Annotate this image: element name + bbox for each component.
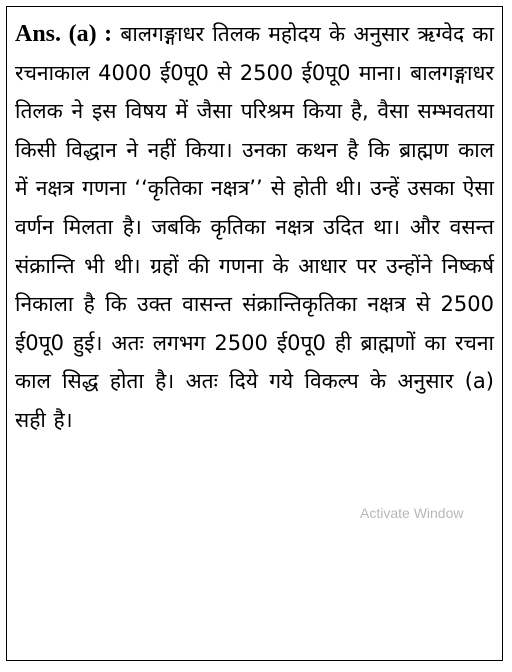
answer-paragraph	[15, 15, 494, 440]
answer-label: Ans. (a) :	[15, 21, 113, 47]
answer-box	[6, 6, 503, 661]
answer-body: बालगङ्गाधर तिलक महोदय के अनुसार ऋग्वेद का रचनाकाल 4000 ई0पू0 से 2500 ई0पू0 माना। बालगङ्गाधर तिलक ने इस विषय में जैसा परिश्रम किया है, वैसा सम्भवतया किसी विद्धान ने नहीं किया। उनका कथन है कि ब्राह्मण काल में नक्षत्र गणना ‘‘कृतिका नक्षत्र’’ से होती थी। उन्हें उसका ऐसा वर्णन मिलता है। जबकि कृतिका नक्षत्र उदित था। और वसन्त संक्रान्ति भी थी। ग्रहों की गणना के आधार पर उन्होंने निष्कर्ष निकाला है कि उक्त वासन्त संक्रान्तिकृतिका नक्षत्र से 2500 ई0पू0 हुई। अतः लगभग 2500 ई0पू0 ही ब्राह्मणों का रचना काल सिद्ध होता है। अतः दिये गये विकल्प के अनुसार (a) सही है।	[15, 22, 494, 432]
activate-windows-watermark: Activate Window	[360, 505, 464, 521]
